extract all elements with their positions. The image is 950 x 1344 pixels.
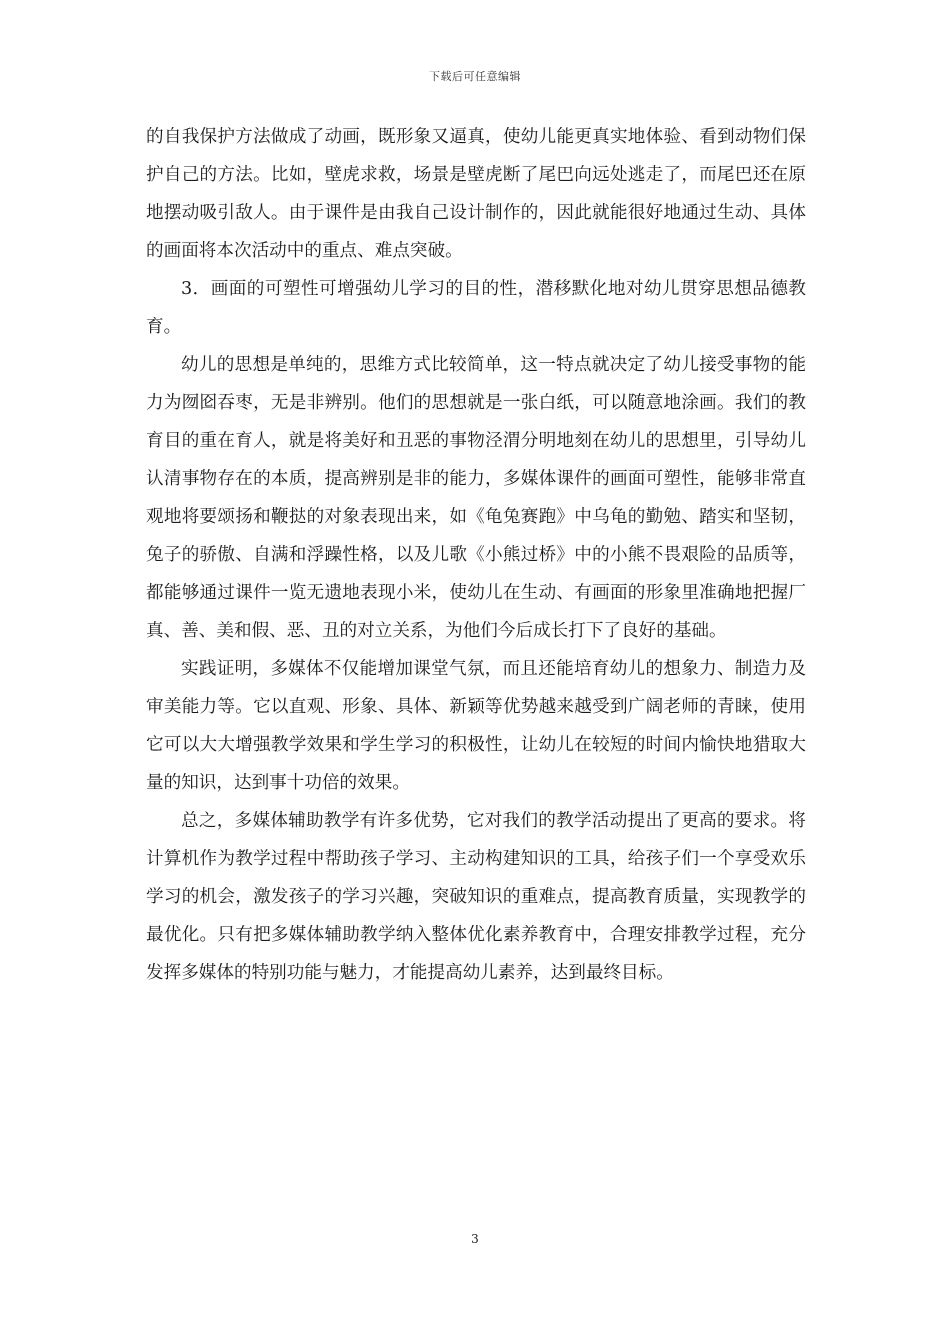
paragraph-4: 实践证明，多媒体不仅能增加课堂气氛，而且还能培育幼儿的想象力、制造力及审美能力等。它以直观、形象、具体、新颖等优势越来越受到广阔老师的青睐，使用它可以大大增强教学效果和学生学习的积极性，让幼儿在较短的时间内愉快地猎取大量的知识，达到事十功倍的效果。: [146, 659, 806, 793]
paragraph-2: 3．画面的可塑性可增强幼儿学习的目的性，潜移默化地对幼儿贯穿思想品德教育。: [146, 279, 806, 337]
paragraph-1: 的自我保护方法做成了动画，既形象又逼真，使幼儿能更真实地体验、看到动物们保护自己的方法。比如，壁虎求救，场景是壁虎断了尾巴向远处逃走了，而尾巴还在原地摆动吸引敌人。由于课件是由我自己设计制作的，因此就能很好地通过生动、具体的画面将本次活动中的重点、难点突破。: [146, 127, 806, 261]
page-header: 下载后可任意编辑: [429, 70, 521, 83]
document-body: [146, 118, 806, 992]
paragraph-5: 总之，多媒体辅助教学有许多优势，它对我们的教学活动提出了更高的要求。将计算机作为教学过程中帮助孩子学习、主动构建知识的工具，给孩子们一个享受欢乐学习的机会，激发孩子的学习兴趣，突破知识的重难点，提高教育质量，实现教学的最优化。只有把多媒体辅助教学纳入整体优化素养教育中，合理安排教学过程，充分发挥多媒体的特别功能与魅力，才能提高幼儿素养，达到最终目标。: [146, 811, 806, 983]
page-number: 3: [471, 1232, 479, 1246]
paragraph-3: 幼儿的思想是单纯的，思维方式比较简单，这一特点就决定了幼儿接受事物的能力为囫囵吞枣，无是非辨别。他们的思想就是一张白纸，可以随意地涂画。我们的教育目的重在育人，就是将美好和丑恶的事物泾渭分明地刻在幼儿的思想里，引导幼儿认清事物存在的本质，提高辨别是非的能力，多媒体课件的画面可塑性，能够非常直观地将要颂扬和鞭挞的对象表现出来，如《龟兔赛跑》中乌龟的勤勉、踏实和坚韧，兔子的骄傲、自满和浮躁性格，以及儿歌《小熊过桥》中的小熊不畏艰险的品质等，都能够通过课件一览无遗地表现小米，使幼儿在生动、有画面的形象里准确地把握厂真、善、美和假、恶、丑的对立关系，为他们今后成长打下了良好的基础。: [146, 355, 806, 641]
